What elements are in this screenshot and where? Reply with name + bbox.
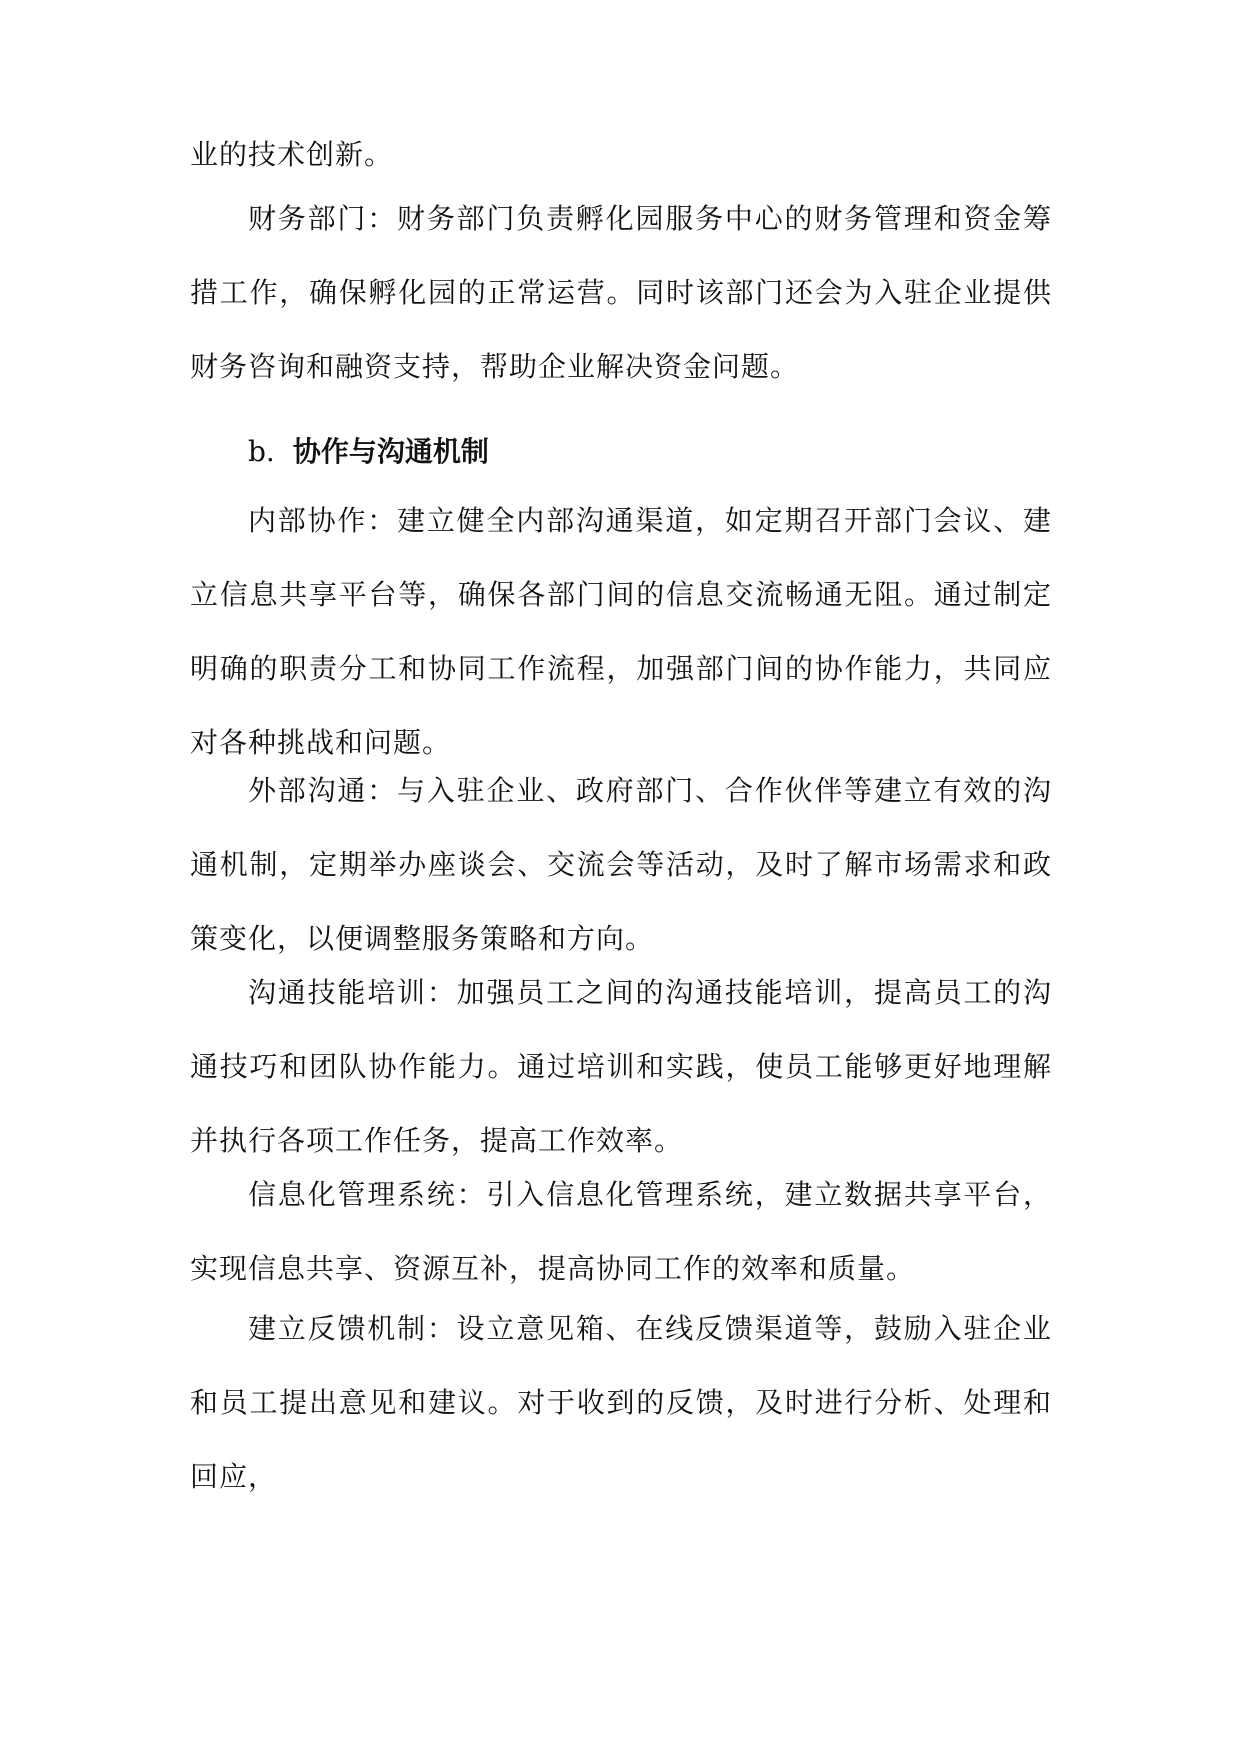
paragraph-information-system: 信息化管理系统：引入信息化管理系统，建立数据共享平台，实现信息共享、资源互补，提高协同工作的效率和质量。 xyxy=(190,1178,1052,1285)
section-heading-marker: b. xyxy=(248,435,275,468)
paragraph-continuation: 业的技术创新。 xyxy=(190,138,394,171)
paragraph-communication-training: 沟通技能培训：加强员工之间的沟通技能培训，提高员工的沟通技巧和团队协作能力。通过培训和实践，使员工能够更好地理解并执行各项工作任务，提高工作效率。 xyxy=(190,976,1052,1157)
paragraph-external-communication: 外部沟通：与入驻企业、政府部门、合作伙伴等建立有效的沟通机制，定期举办座谈会、交流会等活动，及时了解市场需求和政策变化，以便调整服务策略和方向。 xyxy=(190,774,1052,955)
section-heading xyxy=(248,432,489,472)
paragraph-finance-department: 财务部门：财务部门负责孵化园服务中心的财务管理和资金筹措工作，确保孵化园的正常运营。同时该部门还会为入驻企业提供财务咨询和融资支持，帮助企业解决资金问题。 xyxy=(190,202,1052,383)
section-heading-title: 协作与沟通机制 xyxy=(292,435,489,468)
paragraph-feedback-mechanism: 建立反馈机制：设立意见箱、在线反馈渠道等，鼓励入驻企业和员工提出意见和建议。对于收到的反馈，及时进行分析、处理和回应， xyxy=(190,1312,1052,1493)
paragraph-internal-collaboration: 内部协作：建立健全内部沟通渠道，如定期召开部门会议、建立信息共享平台等，确保各部门间的信息交流畅通无阻。通过制定明确的职责分工和协同工作流程，加强部门间的协作能力，共同应对各种挑战和问题。 xyxy=(190,504,1052,759)
